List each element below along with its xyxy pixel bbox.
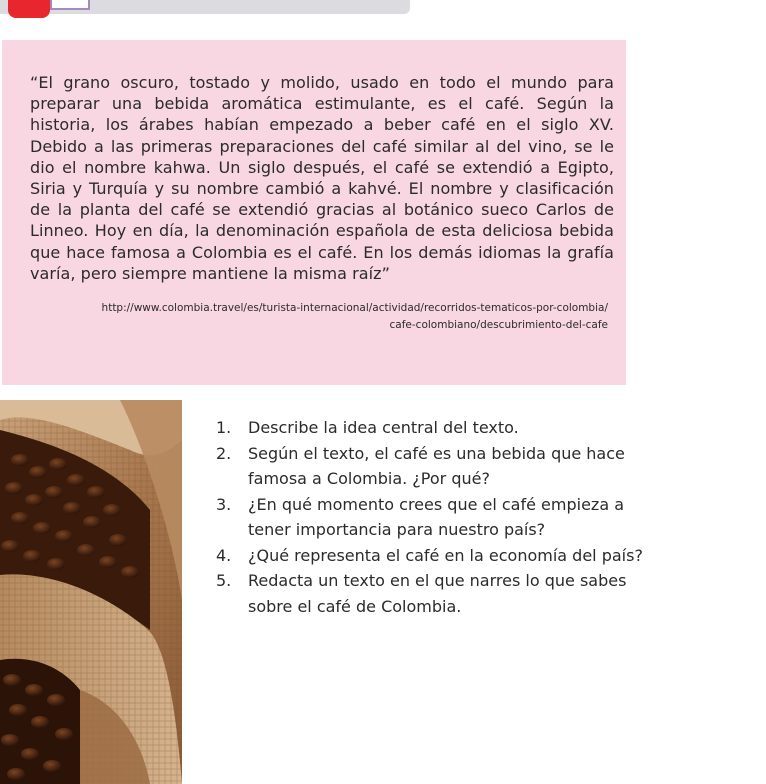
question-text: Describe la idea central del texto.: [248, 418, 519, 437]
quote-text: “El grano oscuro, tostado y molido, usado en todo el mundo para preparar una bebida aromática estimulante, es el café. Según la historia, los árabes habían empezado a beber café en el siglo XV. Debido a las primeras preparaciones del café similar al del vino, se le dio el nombre kahwa. Un siglo después, el café se extendió a Egipto, Siria y Turquía y su nombre cambió a kahvé. El nombre y clasificación de la planta del café se extendió gracias al botánico sueco Carlos de Linneo. Hoy en día, la denominación española de esta deliciosa bebida que hace famosa a Colombia es el café. En los demás idiomas la grafía varía, pero siempre mantiene la misma raíz”: [30, 73, 614, 283]
question-number: 1.: [216, 418, 232, 437]
question-number: 4.: [216, 545, 232, 565]
question-item: [216, 441, 656, 492]
question-item: [216, 543, 656, 569]
question-item: [216, 415, 656, 441]
question-number: 2.: [216, 443, 232, 463]
coffee-sack-photo: [0, 400, 182, 784]
question-text: ¿En qué momento crees que el café empieza a tener importancia para nuestro país?: [248, 494, 625, 539]
question-text: Según el texto, el café es una bebida que hace famosa a Colombia. ¿Por qué?: [248, 443, 625, 488]
source-url-line-1: http://www.colombia.travel/es/turista-internacional/actividad/recorridos-tematicos-por-colombia/: [101, 302, 608, 315]
quote-box: [2, 40, 626, 385]
source-url-line-2: cafe-colombiano/descubrimiento-del-cafe: [389, 319, 608, 332]
header-red-tab: [8, 0, 50, 18]
question-text: ¿Qué representa el café en la economía del país?: [248, 545, 643, 565]
header-outline-box: [50, 0, 90, 10]
quote-source: [30, 300, 614, 334]
question-text: Redacta un texto en el que narres lo que sabes sobre el café de Colombia.: [248, 571, 627, 616]
question-item: [216, 492, 656, 543]
question-item: [216, 568, 656, 619]
question-number: 5.: [216, 571, 232, 590]
question-number: 3.: [216, 494, 232, 514]
questions-list: [216, 415, 656, 619]
